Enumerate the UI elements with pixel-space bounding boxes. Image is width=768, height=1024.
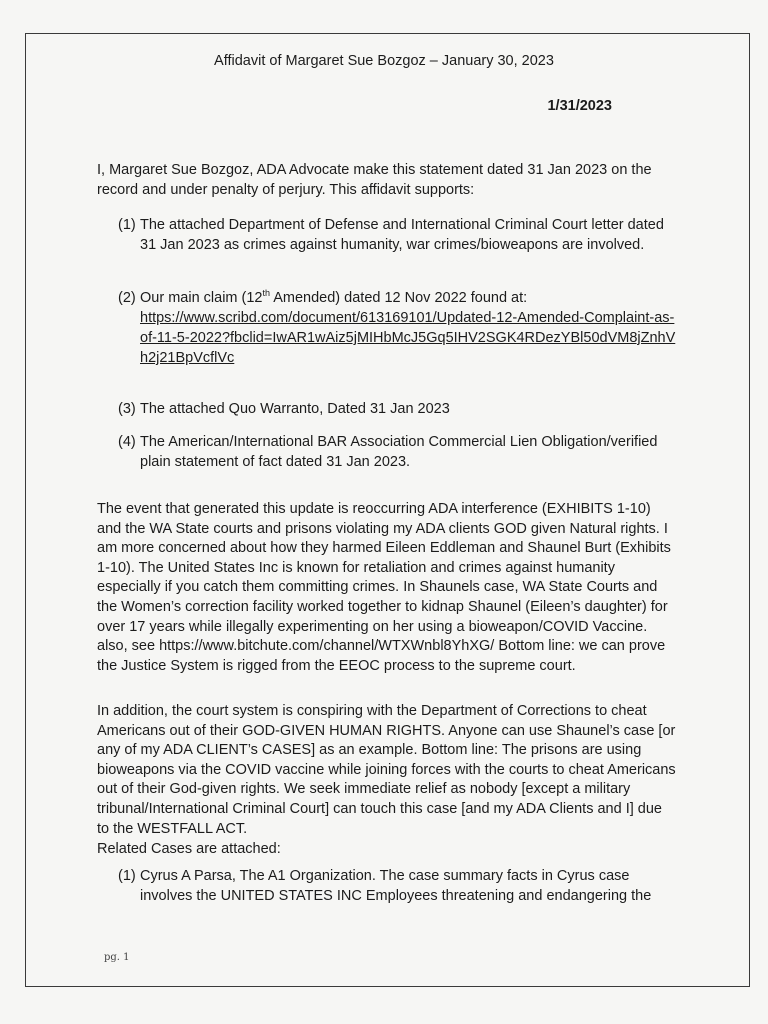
claim-text-end: Amended) dated 12 Nov 2022 found at: (270, 290, 528, 306)
support-item-1 (118, 215, 678, 255)
support-item-text: The American/International BAR Association Commercial Lien Obligation/verified plain statement of fact dated 31 Jan 2023. (140, 434, 658, 470)
claim-text: Our main claim (12 (140, 290, 263, 306)
event-paragraph: The event that generated this update is reoccurring ADA interference (EXHIBITS 1-10) and the WA State courts and prisons violating my ADA clients GOD given Natural rights. I am more concerned about how they harmed Eileen Eddleman and Shaunel Burt (Exhibits 1-10). The United States Inc is known for retaliation and crimes against humanity especially if you catch them committing crimes. In Shaunels case, WA State Courts and the Women’s correction facility worked together to kidnap Shaunel (Eileen’s daughter) for over 17 years while illegally experimenting on her using a bioweapon/COVID Vaccine. also, see https://www.bitchute.com/channel/WTXWnbl8YhXG/ Bottom line: we can prove the Justice System is rigged from the EEOC process to the supreme court. (97, 501, 671, 674)
intro-paragraph: I, Margaret Sue Bozgoz, ADA Advocate make this statement dated 31 Jan 2023 on the record and under penalty of perjury. This affidavit supports: (97, 162, 652, 198)
support-item-2 (118, 288, 678, 368)
support-item-text (140, 288, 678, 368)
related-case-text: Cyrus A Parsa, The A1 Organization. The case summary facts in Cyrus case involves the UNITED STATES INC Employees threatening and endangering the (140, 868, 652, 904)
support-item-text: The attached Department of Defense and International Criminal Court letter dated 31 Jan 2023 as crimes against humanity, war crimes/bioweapons are involved. (140, 217, 664, 253)
support-item-text: The attached Quo Warranto, Dated 31 Jan 2023 (140, 401, 450, 417)
support-item-number: (4) (118, 434, 136, 450)
document-title: Affidavit of Margaret Sue Bozgoz – January 30, 2023 (214, 53, 554, 69)
scribd-link[interactable]: https://www.scribd.com/document/613169101/Updated-12-Amended-Complaint-as-of-11-5-2022?fbclid=IwAR1wAiz5jMIHbMcJ5Gq5IHV2SGK4RDezYBl50dVM8jZnhVh2j21BpVcflVc (140, 310, 676, 366)
support-item-number: (3) (118, 401, 136, 417)
superscript: th (262, 288, 270, 299)
document-date: 1/31/2023 (547, 98, 612, 114)
related-case-1 (118, 866, 678, 906)
support-item-number: (2) (118, 290, 136, 306)
court-paragraph: In addition, the court system is conspiring with the Department of Corrections to cheat Americans out of their GOD-GIVEN HUMAN RIGHTS. Anyone can use Shaunel’s case [or any of my ADA CLIENT’s CASES] as an example. Bottom line: The prisons are using bioweapons via the COVID vaccine while joining forces with the courts to cheat Americans out of their God-given rights. We seek immediate relief as nobody [except a military tribunal/International Criminal Court] can touch this case [and my ADA Clients and I] due to the WESTFALL ACT. (97, 703, 676, 837)
page-number: pg. 1 (104, 952, 130, 963)
related-cases-heading: Related Cases are attached: (97, 841, 281, 857)
support-item-number: (1) (118, 217, 136, 233)
support-item-3 (118, 399, 678, 419)
related-case-number: (1) (118, 868, 136, 884)
support-item-4 (118, 432, 678, 472)
